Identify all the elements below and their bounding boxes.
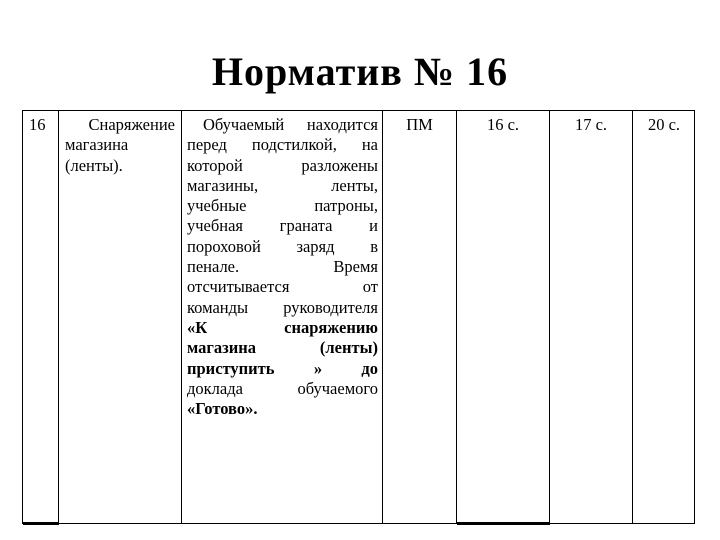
description-line: пороховой заряд в	[187, 236, 378, 256]
name-line: Снаряжение	[88, 115, 175, 134]
cell-time-good: 17 с.	[574, 115, 608, 134]
description-line: команды руководителя	[187, 297, 378, 317]
name-line: (ленты).	[65, 155, 123, 175]
bottom-rule	[457, 522, 550, 525]
description-line: пенале. Время	[187, 257, 378, 277]
cell-time-excellent: 16 с.	[486, 115, 520, 134]
description-line: магазины, ленты,	[187, 175, 378, 195]
description-line: доклада обучаемого	[187, 378, 378, 398]
description-line: перед подстилкой, на	[187, 135, 378, 155]
description-line: отсчитывается от	[187, 277, 378, 297]
description-line: которой разложены	[187, 155, 378, 175]
norm-table	[22, 110, 695, 524]
page-title: Норматив № 16	[211, 49, 509, 94]
cell-number: 16	[29, 115, 46, 134]
cell-weapon: ПМ	[406, 115, 433, 134]
description-line: учебная граната и	[187, 216, 378, 236]
description-line: «К снаряжению	[187, 317, 378, 337]
description-line: «Готово».	[187, 399, 258, 419]
bottom-rule	[23, 522, 59, 525]
description-line: магазина (ленты)	[187, 338, 378, 358]
description-line: учебные патроны,	[187, 196, 378, 216]
description-text	[187, 115, 378, 419]
cell-time-satisfactory: 20 с.	[647, 115, 681, 134]
description-line: приступить » до	[187, 358, 378, 378]
description-line: Обучаемый находится	[203, 115, 378, 134]
name-line: магазина	[65, 135, 129, 155]
cell-name	[59, 111, 181, 523]
cell-description	[182, 111, 382, 523]
